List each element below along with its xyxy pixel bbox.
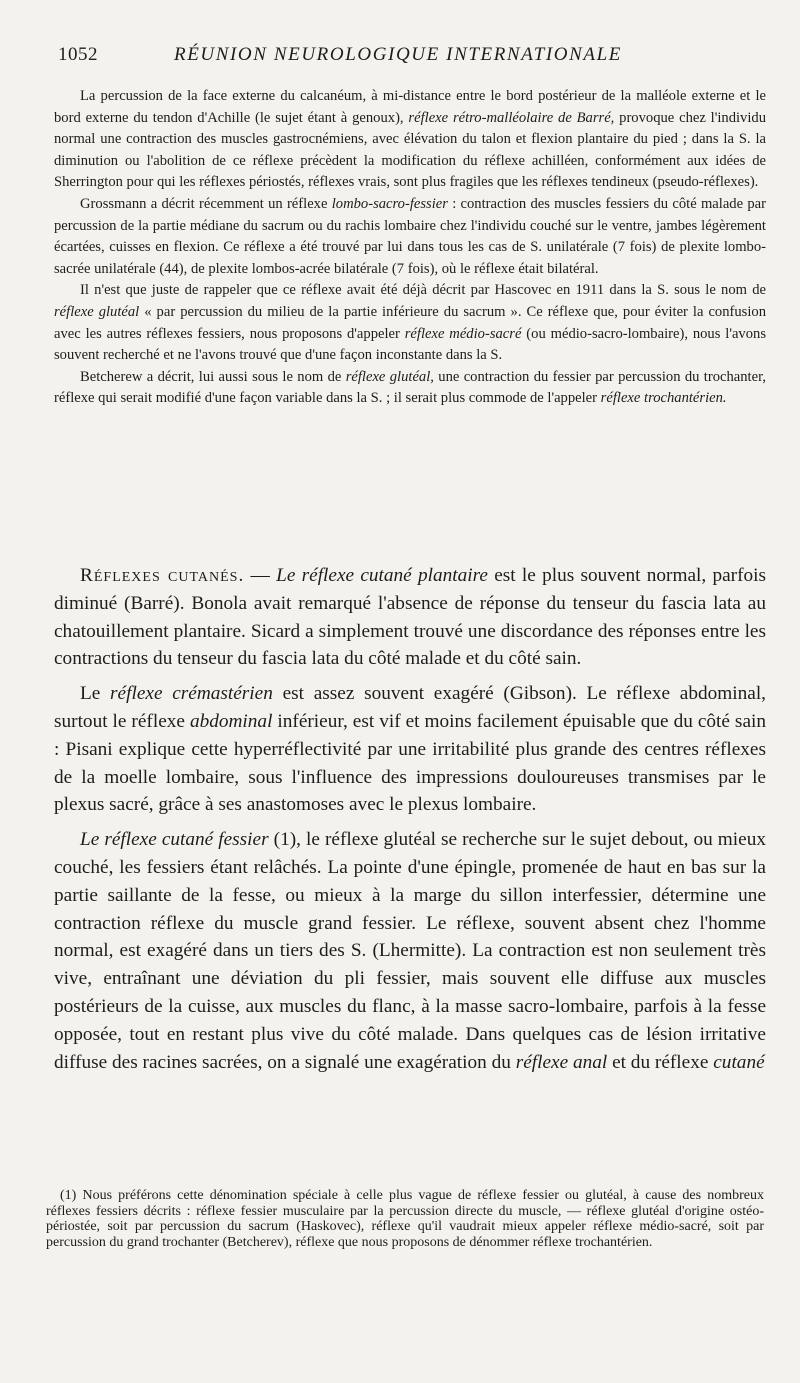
paragraph-grossmann [54, 194, 766, 280]
italic-term: réflexe rétro-malléolaire de Barré, [408, 109, 615, 126]
footnote-1: (1) Nous préférons cette dénomination spéciale à celle plus vague de réflexe fessier ou glutéal, à cause des nombreux réflexes fessiers décrits : réflexe fessier musculaire par la percussion directe du muscle, — réflexe glutéal d'origine ostéo-périostée, soit par percussion du sacrum (Haskovec), réflexe qu'il vaudrait mieux appeler réflexe médio-sacré, soit par percussion du grand trochanter (Betcherev), réflexe que nous proposons de dénommer réflexe trochantérien. [46, 1188, 764, 1250]
text-run: Il n'est que juste de rappeler que ce réflexe avait été déjà décrit par Hascovec en 1911 dans la S. sous le nom de [80, 282, 766, 299]
small-text-section [54, 86, 766, 410]
italic-term: réflexe médio-sacré [404, 325, 522, 342]
paragraph-retro-malleolaire [54, 86, 766, 194]
text-run: Betcherew a décrit, lui aussi sous le nom de [80, 368, 346, 385]
text-run: (ou médio-sacro-lombaire), nous l'avons souvent recherché et ne l'avons trouvé que d'une façon inconstante dans la S. [54, 325, 767, 364]
paragraph-hascovec [54, 280, 766, 366]
text-run: une contraction du fessier par percussion du trochanter, réflexe qui serait modifié d'une façon variable dans la S. ; il serait plus commode de l'appeler [54, 368, 766, 407]
text-run: — [244, 565, 277, 586]
paragraph-cutane-fessier [54, 826, 766, 1076]
italic-term: réflexe anal [515, 1051, 608, 1073]
text-run: Le [80, 683, 111, 705]
large-text-section [54, 562, 766, 1076]
italic-term: lombo-sacro-fessier [331, 195, 448, 212]
text-run: et du réflexe [607, 1051, 714, 1073]
italic-term: abdominal [189, 710, 273, 732]
text-run: est assez souvent exagéré (Gibson). Le réflexe abdominal, surtout le réflexe [54, 683, 766, 732]
paragraph-reflexes-cutanes [54, 562, 766, 673]
page-header [58, 44, 758, 74]
italic-term: réflexe glutéal [54, 303, 140, 320]
text-run: La percussion de la face externe du calcanéum, à mi-distance entre le bord postérieur de la malléole externe et le bord externe du tendon d'Achille (le sujet étant à genoux), [54, 88, 766, 126]
paragraph-betcherew [54, 367, 766, 410]
text-run: : contraction des muscles fessiers du côté malade par percussion de la partie médiane du sacrum ou du rachis lombaire chez l'individu couché sur le ventre, jambes légèrement écartées, cuisses en flexion. Ce réflexe a été trouvé par lui dans tous les cas de S. unilatérale (7 fois) de plexite lombo-sacrée unilatérale (44), de plexite lombos-acrée bilatérale (7 fois), où le réflexe était bilatéral. [54, 195, 766, 277]
text-run: provoque chez l'individu normal une contraction des muscles gastrocnémiens, avec élévation du talon et flexion plantaire du pied ; dans la S. la diminution ou l'abolition de ce réflexe précèdent la modification du réflexe achilléen, conformément aux idées de Sherrington pour qui les réflexes périostés, réflexes vrais, sont plus fragiles que les réflexes tendineux (pseudo-réflexes). [54, 109, 766, 191]
page-number: 1052 [58, 44, 98, 65]
text-run: « par percussion du milieu de la partie inférieure du sacrum ». Ce réflexe que, pour éviter la confusion avec les autres réflexes fessiers, nous proposons d'appeler [54, 303, 766, 342]
running-title: RÉUNION NEUROLOGIQUE INTERNATIONALE [174, 44, 622, 65]
text-run: inférieur, est vif et moins facilement épuisable que du côté sain : Pisani explique cette hyperréflectivité par une irritabilité plus grande des centres réflexes de la moelle lombaire, sous l'influence des impressions douloureuses transmises par le plexus sacré, grâce à ses anastomoses avec le plexus lombaire. [54, 710, 766, 816]
paragraph-cremasterien [54, 680, 766, 819]
text-run: Grossmann a décrit récemment un réflexe [80, 195, 332, 212]
section-heading: Réflexes cutanés. [80, 565, 245, 586]
italic-term: Le réflexe cutané plantaire [276, 565, 488, 586]
italic-term: réflexe crémastérien [110, 683, 273, 705]
italic-term: réflexe glutéal, [345, 368, 434, 385]
italic-term: Le réflexe cutané fessier [80, 829, 269, 851]
italic-term: réflexe trochantérien. [600, 390, 727, 407]
italic-term: cutané [713, 1051, 765, 1073]
footnotes [46, 1188, 764, 1250]
text-run: (1), le réflexe glutéal se recherche sur le sujet debout, ou mieux couché, les fessiers étant relâchés. La pointe d'une épingle, promenée de haut en bas sur la partie saillante de la fesse, ou mieux à la marge du sillon interfessier, détermine une contraction réflexe du muscle grand fessier. Le réflexe, souvent absent chez l'homme normal, est exagéré dans un tiers des S. (Lhermitte). La contraction est non seulement très vive, entraînant une déviation du pli fessier, mais souvent elle diffuse aux muscles postérieurs de la cuisse, aux muscles du flanc, à la masse sacro-lombaire, parfois à la fesse opposée, tout en restant plus vive du côté malade. Dans quelques cas de lésion irritative diffuse des racines sacrées, on a signalé une exagération du [54, 829, 766, 1073]
text-run: est le plus souvent normal, parfois diminué (Barré). Bonola avait remarqué l'absence de réponse du tenseur du fascia lata au chatouillement plantaire. Sicard a simplement trouvé une discordance des réponses entre les contractions du tenseur du fascia lata du côté malade et du côté sain. [54, 565, 766, 670]
